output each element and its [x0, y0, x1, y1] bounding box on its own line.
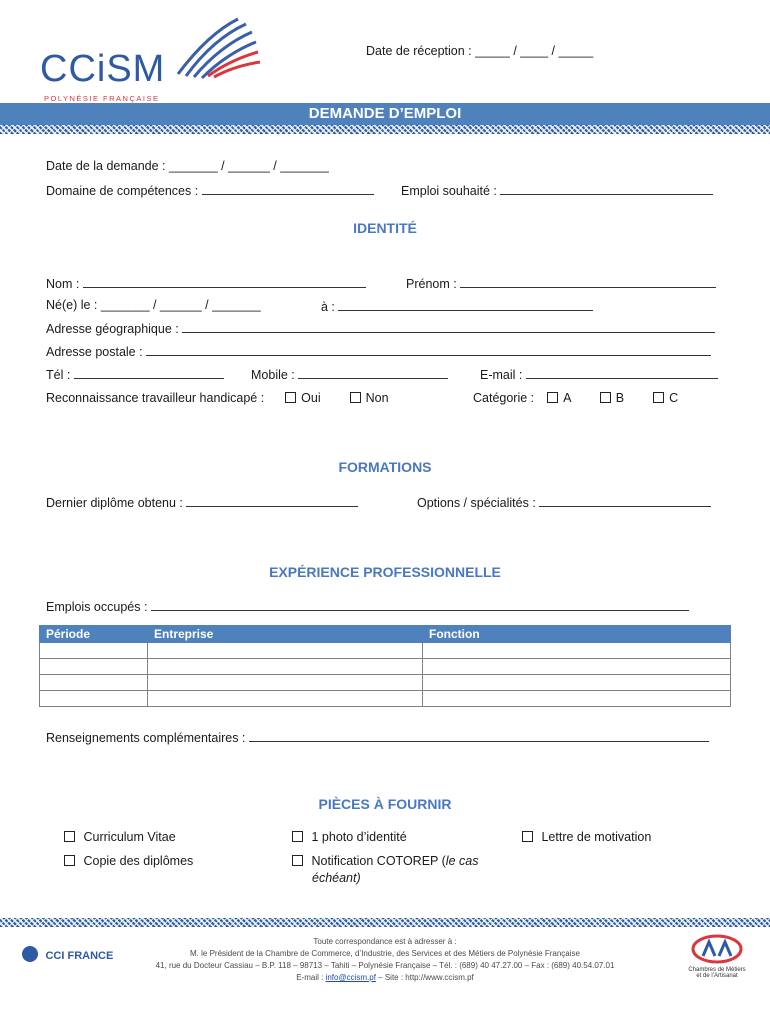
adresse-postale-field[interactable]: [46, 343, 711, 359]
diplome-line[interactable]: [186, 494, 358, 507]
lieu-naissance-field[interactable]: [321, 298, 593, 314]
cotorep-italic: le cas: [445, 854, 479, 868]
ccism-logo-subtitle: POLYNÉSIE FRANÇAISE: [44, 94, 160, 103]
lieu-line[interactable]: [338, 298, 593, 311]
col-periode: Période: [40, 626, 148, 643]
pieces-heading: PIÈCES À FOURNIR: [318, 796, 452, 812]
table-cell[interactable]: [40, 659, 148, 675]
diplome-label: Dernier diplôme obtenu :: [46, 496, 187, 510]
adresse-geo-field[interactable]: [46, 320, 715, 336]
diplomes-checkbox[interactable]: [64, 855, 75, 866]
options-field[interactable]: [417, 494, 711, 510]
categorie-label: Catégorie :: [473, 391, 535, 405]
adresse-postale-label: Adresse postale :: [46, 345, 147, 359]
cma-line1: Chambres de Métiers: [688, 967, 746, 973]
cat-a-checkbox[interactable]: [547, 392, 558, 403]
renseignements-field[interactable]: [46, 729, 709, 745]
nom-line[interactable]: [83, 275, 366, 288]
emploi-field[interactable]: [401, 182, 713, 198]
cma-line2: et de l’Artisanat: [696, 973, 738, 979]
non-label: Non: [365, 391, 389, 405]
email-label: E-mail :: [480, 368, 526, 382]
cat-b-label: B: [615, 391, 625, 405]
cma-logo-graphic: [691, 934, 743, 964]
email-line[interactable]: [526, 366, 718, 379]
table-cell[interactable]: [148, 643, 423, 659]
date-reception: Date de réception : _____ / ____ / _____: [366, 44, 594, 58]
footer-line2: M. le Président de la Chambre de Commerce, d’Industrie, des Services et des Métiers de Polynésie Française: [190, 949, 580, 958]
options-line[interactable]: [539, 494, 711, 507]
photo-checkbox[interactable]: [292, 831, 303, 842]
footer-email-label: E-mail :: [296, 973, 326, 982]
table-cell[interactable]: [423, 643, 731, 659]
adresse-geo-label: Adresse géographique :: [46, 322, 183, 336]
table-row: [40, 659, 731, 675]
diplomes-label: Copie des diplômes: [83, 854, 194, 868]
cotorep-label: Notification COTOREP (: [311, 854, 446, 868]
nom-field[interactable]: [46, 275, 366, 291]
handicap-label: Reconnaissance travailleur handicapé :: [46, 391, 265, 405]
table-cell[interactable]: [423, 659, 731, 675]
footer-line4: [0, 973, 770, 982]
cv-item: [64, 830, 176, 844]
ccism-logo-text: CCiSM: [40, 48, 166, 90]
diplome-field[interactable]: [46, 494, 358, 510]
photo-item: [292, 830, 407, 844]
domaine-line[interactable]: [202, 182, 374, 195]
cci-france-text: CCI FRANCE: [45, 950, 114, 962]
tel-label: Tél :: [46, 368, 74, 382]
table-cell[interactable]: [423, 675, 731, 691]
ccism-logo-graphic: [168, 14, 268, 84]
cv-checkbox[interactable]: [64, 831, 75, 842]
experience-table: [39, 625, 731, 707]
mobile-line[interactable]: [298, 366, 448, 379]
cat-c-label: C: [669, 391, 679, 405]
tel-field[interactable]: [46, 366, 224, 382]
footer-site: – Site : http://www.ccism.pf: [375, 973, 474, 982]
mobile-field[interactable]: [251, 366, 448, 382]
lieu-label: à :: [321, 300, 339, 314]
emploi-line[interactable]: [500, 182, 713, 195]
options-label: Options / spécialités :: [417, 496, 540, 510]
table-row: [40, 675, 731, 691]
prenom-label: Prénom :: [406, 277, 461, 291]
adresse-geo-line[interactable]: [182, 320, 715, 333]
oui-label: Oui: [301, 391, 321, 405]
table-cell[interactable]: [40, 643, 148, 659]
mobile-label: Mobile :: [251, 368, 299, 382]
table-cell[interactable]: [40, 691, 148, 707]
identite-heading: IDENTITÉ: [353, 220, 417, 236]
emploi-label: Emploi souhaité :: [401, 184, 501, 198]
prenom-field[interactable]: [406, 275, 716, 291]
domaine-label: Domaine de compétences :: [46, 184, 202, 198]
emplois-field[interactable]: [46, 598, 689, 614]
lettre-checkbox[interactable]: [522, 831, 533, 842]
cat-a-label: A: [563, 391, 571, 405]
col-fonction: Fonction: [423, 626, 731, 643]
table-cell[interactable]: [423, 691, 731, 707]
email-field[interactable]: [480, 366, 718, 382]
date-demande-field[interactable]: Date de la demande : _______ / ______ / _______: [46, 159, 329, 173]
table-cell[interactable]: [40, 675, 148, 691]
renseignements-line[interactable]: [249, 729, 709, 742]
footer-line1: Toute correspondance est à adresser à :: [313, 937, 457, 946]
lettre-item: [522, 830, 651, 844]
non-checkbox[interactable]: [350, 392, 361, 403]
table-cell[interactable]: [148, 675, 423, 691]
photo-label: 1 photo d’identité: [311, 830, 407, 844]
lettre-label: Lettre de motivation: [541, 830, 652, 844]
oui-checkbox[interactable]: [285, 392, 296, 403]
renseignements-label: Renseignements complémentaires :: [46, 731, 249, 745]
footer-pattern: [0, 918, 770, 927]
cotorep-line2: échéant): [312, 871, 361, 885]
formations-heading: FORMATIONS: [338, 459, 432, 475]
ne-le-field[interactable]: Né(e) le : _______ / ______ / _______: [46, 298, 261, 312]
cv-label: Curriculum Vitae: [83, 830, 176, 844]
categorie-row: [473, 391, 678, 405]
table-cell[interactable]: [148, 659, 423, 675]
footer-line3: 41, rue du Docteur Cassiau – B.P. 118 – 98713 – Tahiti – Polynésie Française – Tél. : (689) 40 47.27.00 – Fax : (689) 40.54.07.01: [155, 961, 615, 970]
diplomes-item: [64, 854, 193, 868]
table-row: [40, 691, 731, 707]
handicap-row: [46, 391, 389, 405]
page-title: DEMANDE D’EMPLOI: [308, 105, 462, 122]
table-row: [40, 643, 731, 659]
cotorep-item: [292, 854, 478, 868]
experience-heading: EXPÉRIENCE PROFESSIONNELLE: [269, 564, 501, 580]
emplois-label: Emplois occupés :: [46, 600, 151, 614]
cotorep-checkbox[interactable]: [292, 855, 303, 866]
cat-c-checkbox[interactable]: [653, 392, 664, 403]
cat-b-checkbox[interactable]: [600, 392, 611, 403]
tel-line[interactable]: [74, 366, 224, 379]
domaine-field[interactable]: [46, 182, 374, 198]
ccism-logo: [40, 14, 250, 104]
cma-logo: [684, 934, 750, 979]
title-pattern: [0, 125, 770, 134]
emplois-line[interactable]: [151, 598, 689, 611]
adresse-postale-line[interactable]: [146, 343, 711, 356]
col-entreprise: Entreprise: [148, 626, 423, 643]
nom-label: Nom :: [46, 277, 83, 291]
table-header: [40, 626, 731, 643]
table-cell[interactable]: [148, 691, 423, 707]
footer-email-link[interactable]: info@ccism.pf: [325, 973, 376, 982]
prenom-line[interactable]: [460, 275, 716, 288]
